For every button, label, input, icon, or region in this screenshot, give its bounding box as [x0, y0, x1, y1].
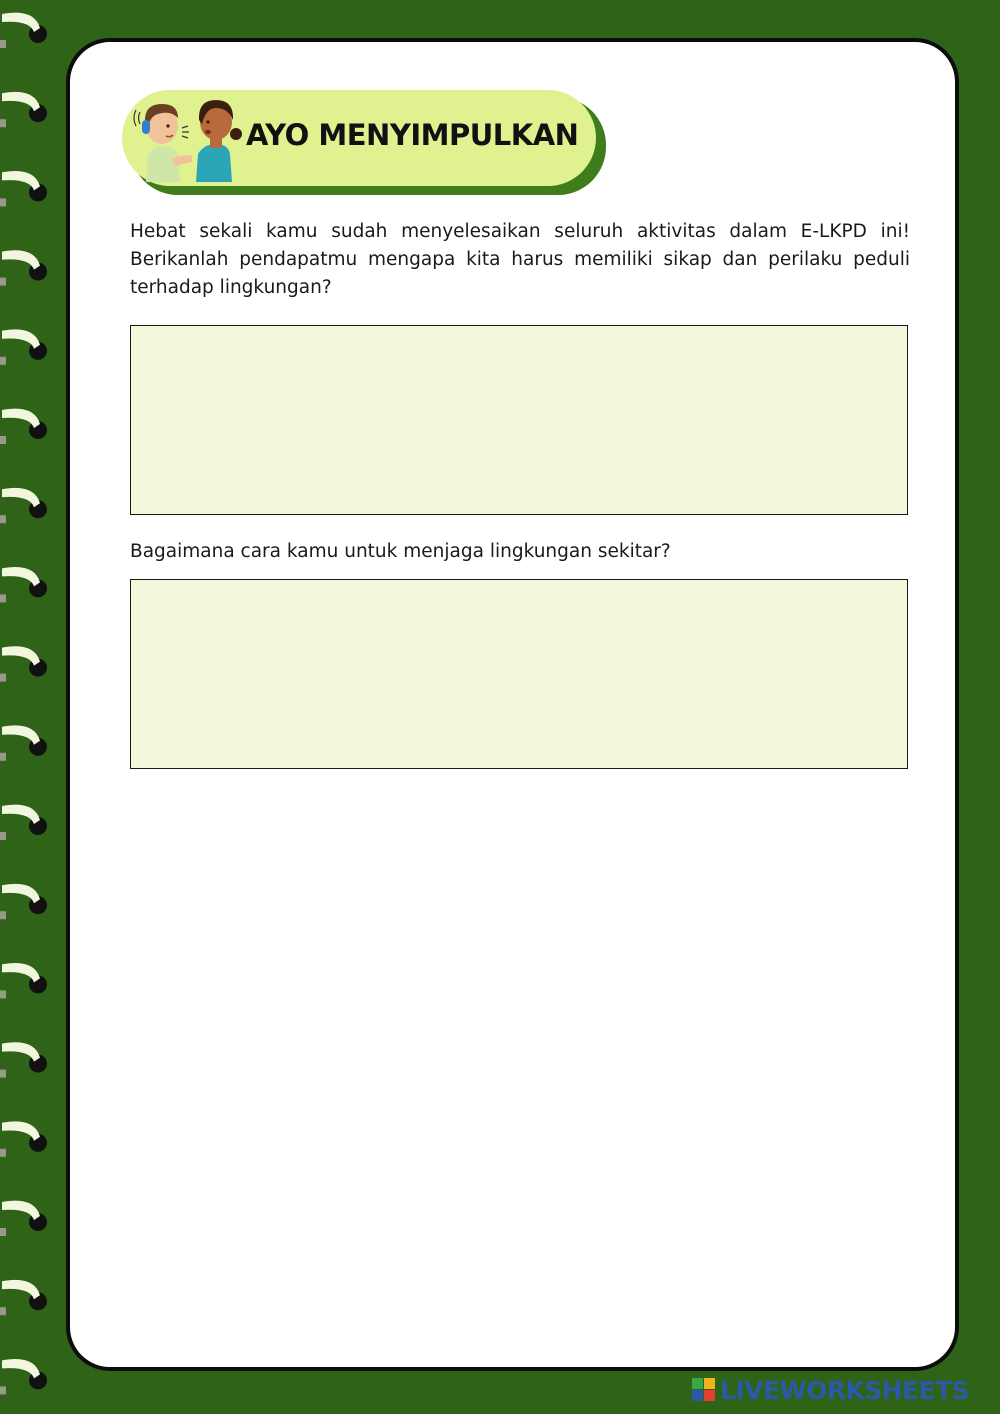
spiral-ring [0, 567, 47, 602]
spiral-ring [0, 963, 47, 998]
page-title: AYO MENYIMPULKAN [246, 118, 579, 152]
answer-2-field[interactable] [130, 579, 908, 769]
spiral-binding [0, 0, 60, 1414]
brand-text: LIVEWORKSHEETS [720, 1376, 969, 1405]
question-1-text: Hebat sekali kamu sudah menyelesaikan seluruh aktivitas dalam E-LKPD ini! Berikanlah pendapatmu mengapa kita harus memiliki sikap dan perilaku peduli terhadap lingkungan? [130, 221, 910, 298]
spiral-ring [0, 646, 47, 681]
spiral-ring [0, 171, 47, 206]
spiral-ring [0, 1121, 47, 1156]
spiral-ring [0, 488, 47, 523]
spiral-ring [0, 805, 47, 840]
liveworksheets-watermark [692, 1376, 992, 1406]
spiral-ring [0, 725, 47, 760]
spiral-ring [0, 1280, 47, 1315]
spiral-ring [0, 92, 47, 127]
spiral-ring [0, 250, 47, 285]
spiral-ring [0, 1201, 47, 1236]
spiral-ring [0, 409, 47, 444]
spiral-ring [0, 1359, 47, 1394]
liveworksheets-logo-icon [692, 1378, 716, 1402]
question-2-text: Bagaimana cara kamu untuk menjaga lingkungan sekitar? [130, 541, 671, 562]
spiral-ring [0, 329, 47, 364]
answer-1-field[interactable] [130, 325, 908, 515]
spiral-ring [0, 884, 47, 919]
spiral-ring [0, 1042, 47, 1077]
two-kids-talking-icon [132, 96, 244, 182]
spiral-ring [0, 13, 47, 48]
